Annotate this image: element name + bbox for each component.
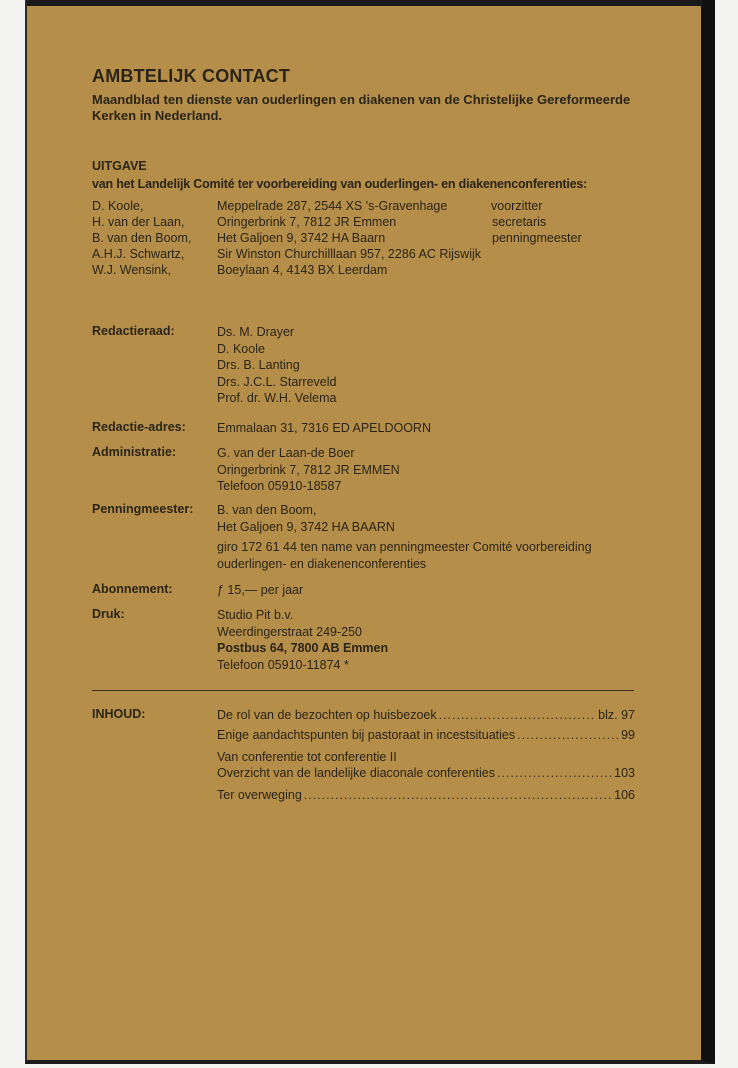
board-member: Prof. dr. W.H. Velema <box>217 391 337 405</box>
editorial-board-label: Redactieraad: <box>92 324 175 338</box>
publisher-subheading: van het Landelijk Comité ter voorbereiding van ouderlingen- en diakenenconferenties: <box>92 177 588 191</box>
member-address: Boeylaan 4, 4143 BX Leerdam <box>217 263 388 277</box>
subscription-label: Abonnement: <box>92 582 173 596</box>
divider <box>92 690 634 691</box>
administration-label: Administratie: <box>92 445 177 459</box>
toc-entry-page: blz. 97 <box>598 708 635 722</box>
administration-details <box>217 445 637 495</box>
toc-entry <box>217 787 635 803</box>
toc-leader <box>497 765 612 781</box>
member-role: voorzitter <box>491 199 543 213</box>
toc-entry-title: Enige aandachtspunten bij pastoraat in incestsituaties <box>217 728 516 742</box>
administration-line: Telefoon 05910-18587 <box>217 479 342 493</box>
member-name: H. van der Laan, <box>92 215 185 229</box>
toc-leader <box>517 727 619 743</box>
printer-phone: Telefoon 05910-11874 * <box>217 657 349 672</box>
board-member: D. Koole <box>217 341 265 356</box>
member-address: Het Galjoen 9, 3742 HA Baarn <box>217 231 386 245</box>
toc-leader <box>304 787 612 803</box>
board-member: Ds. M. Drayer <box>217 325 295 339</box>
treasurer-line: B. van den Boom, <box>217 503 317 517</box>
toc-entry-page: 106 <box>614 788 635 802</box>
member-address: Meppelrade 287, 2544 XS 's-Gravenhage <box>217 199 448 213</box>
toc-entry <box>217 727 635 743</box>
printer-line: Studio Pit b.v. <box>217 608 294 622</box>
toc-entry <box>217 749 635 781</box>
board-member: Drs. B. Lanting <box>217 358 300 372</box>
toc-entry-title: Overzicht van de landelijke diaconale conferenties <box>217 766 495 780</box>
toc-entry-page: 103 <box>614 766 635 780</box>
printer-label: Druk: <box>92 607 125 621</box>
toc-leader <box>439 707 597 723</box>
publisher-heading: UITGAVE <box>92 159 147 173</box>
magazine-page <box>25 0 715 1064</box>
scan-edge <box>27 0 703 6</box>
subscription-price: ƒ 15,— per jaar <box>217 583 304 597</box>
member-role: penningmeester <box>492 231 582 245</box>
editorial-address: Emmalaan 31, 7316 ED APELDOORN <box>217 421 431 435</box>
member-name: A.H.J. Schwartz, <box>92 247 185 261</box>
toc-entry-title: Ter overweging <box>217 788 302 802</box>
editorial-address-label: Redactie-adres: <box>92 420 186 434</box>
treasurer-details <box>217 502 637 572</box>
editorial-board-members <box>217 324 637 407</box>
board-member: Drs. J.C.L. Starreveld <box>217 374 337 389</box>
masthead-subtitle: Maandblad ten dienste van ouderlingen en diakenen van de Christelijke Gereformeerde Kerken in Nederland. <box>92 92 631 123</box>
member-name: B. van den Boom, <box>92 231 192 245</box>
printer-details <box>217 607 637 673</box>
printer-postbus: Postbus 64, 7800 AB Emmen <box>217 641 389 655</box>
contents-label: INHOUD: <box>92 707 146 721</box>
administration-line: G. van der Laan-de Boer <box>217 446 355 460</box>
toc-entry <box>217 707 635 723</box>
administration-line: Oringerbrink 7, 7812 JR EMMEN <box>217 462 400 477</box>
printer-line: Weerdingerstraat 249-250 <box>217 624 362 639</box>
treasurer-line: Het Galjoen 9, 3742 HA BAARN <box>217 519 395 534</box>
toc-entry-page: 99 <box>621 728 635 742</box>
treasurer-label: Penningmeester: <box>92 502 194 516</box>
member-address: Sir Winston Churchilllaan 957, 2286 AC Rijswijk <box>217 247 482 261</box>
toc-entry-title: De rol van de bezochten op huisbezoek <box>217 708 437 722</box>
member-address: Oringerbrink 7, 7812 JR Emmen <box>217 215 397 229</box>
member-role: secretaris <box>492 215 547 229</box>
toc-entry-title-line1: Van conferentie tot conferentie II <box>217 750 397 764</box>
giro-text: giro 172 61 44 ten name van penningmeester Comité voorbereiding ouderlingen- en diakenenconferenties <box>217 540 592 571</box>
member-name: D. Koole, <box>92 199 144 213</box>
member-name: W.J. Wensink, <box>92 263 171 277</box>
masthead-title: AMBTELIJK CONTACT <box>92 66 291 86</box>
